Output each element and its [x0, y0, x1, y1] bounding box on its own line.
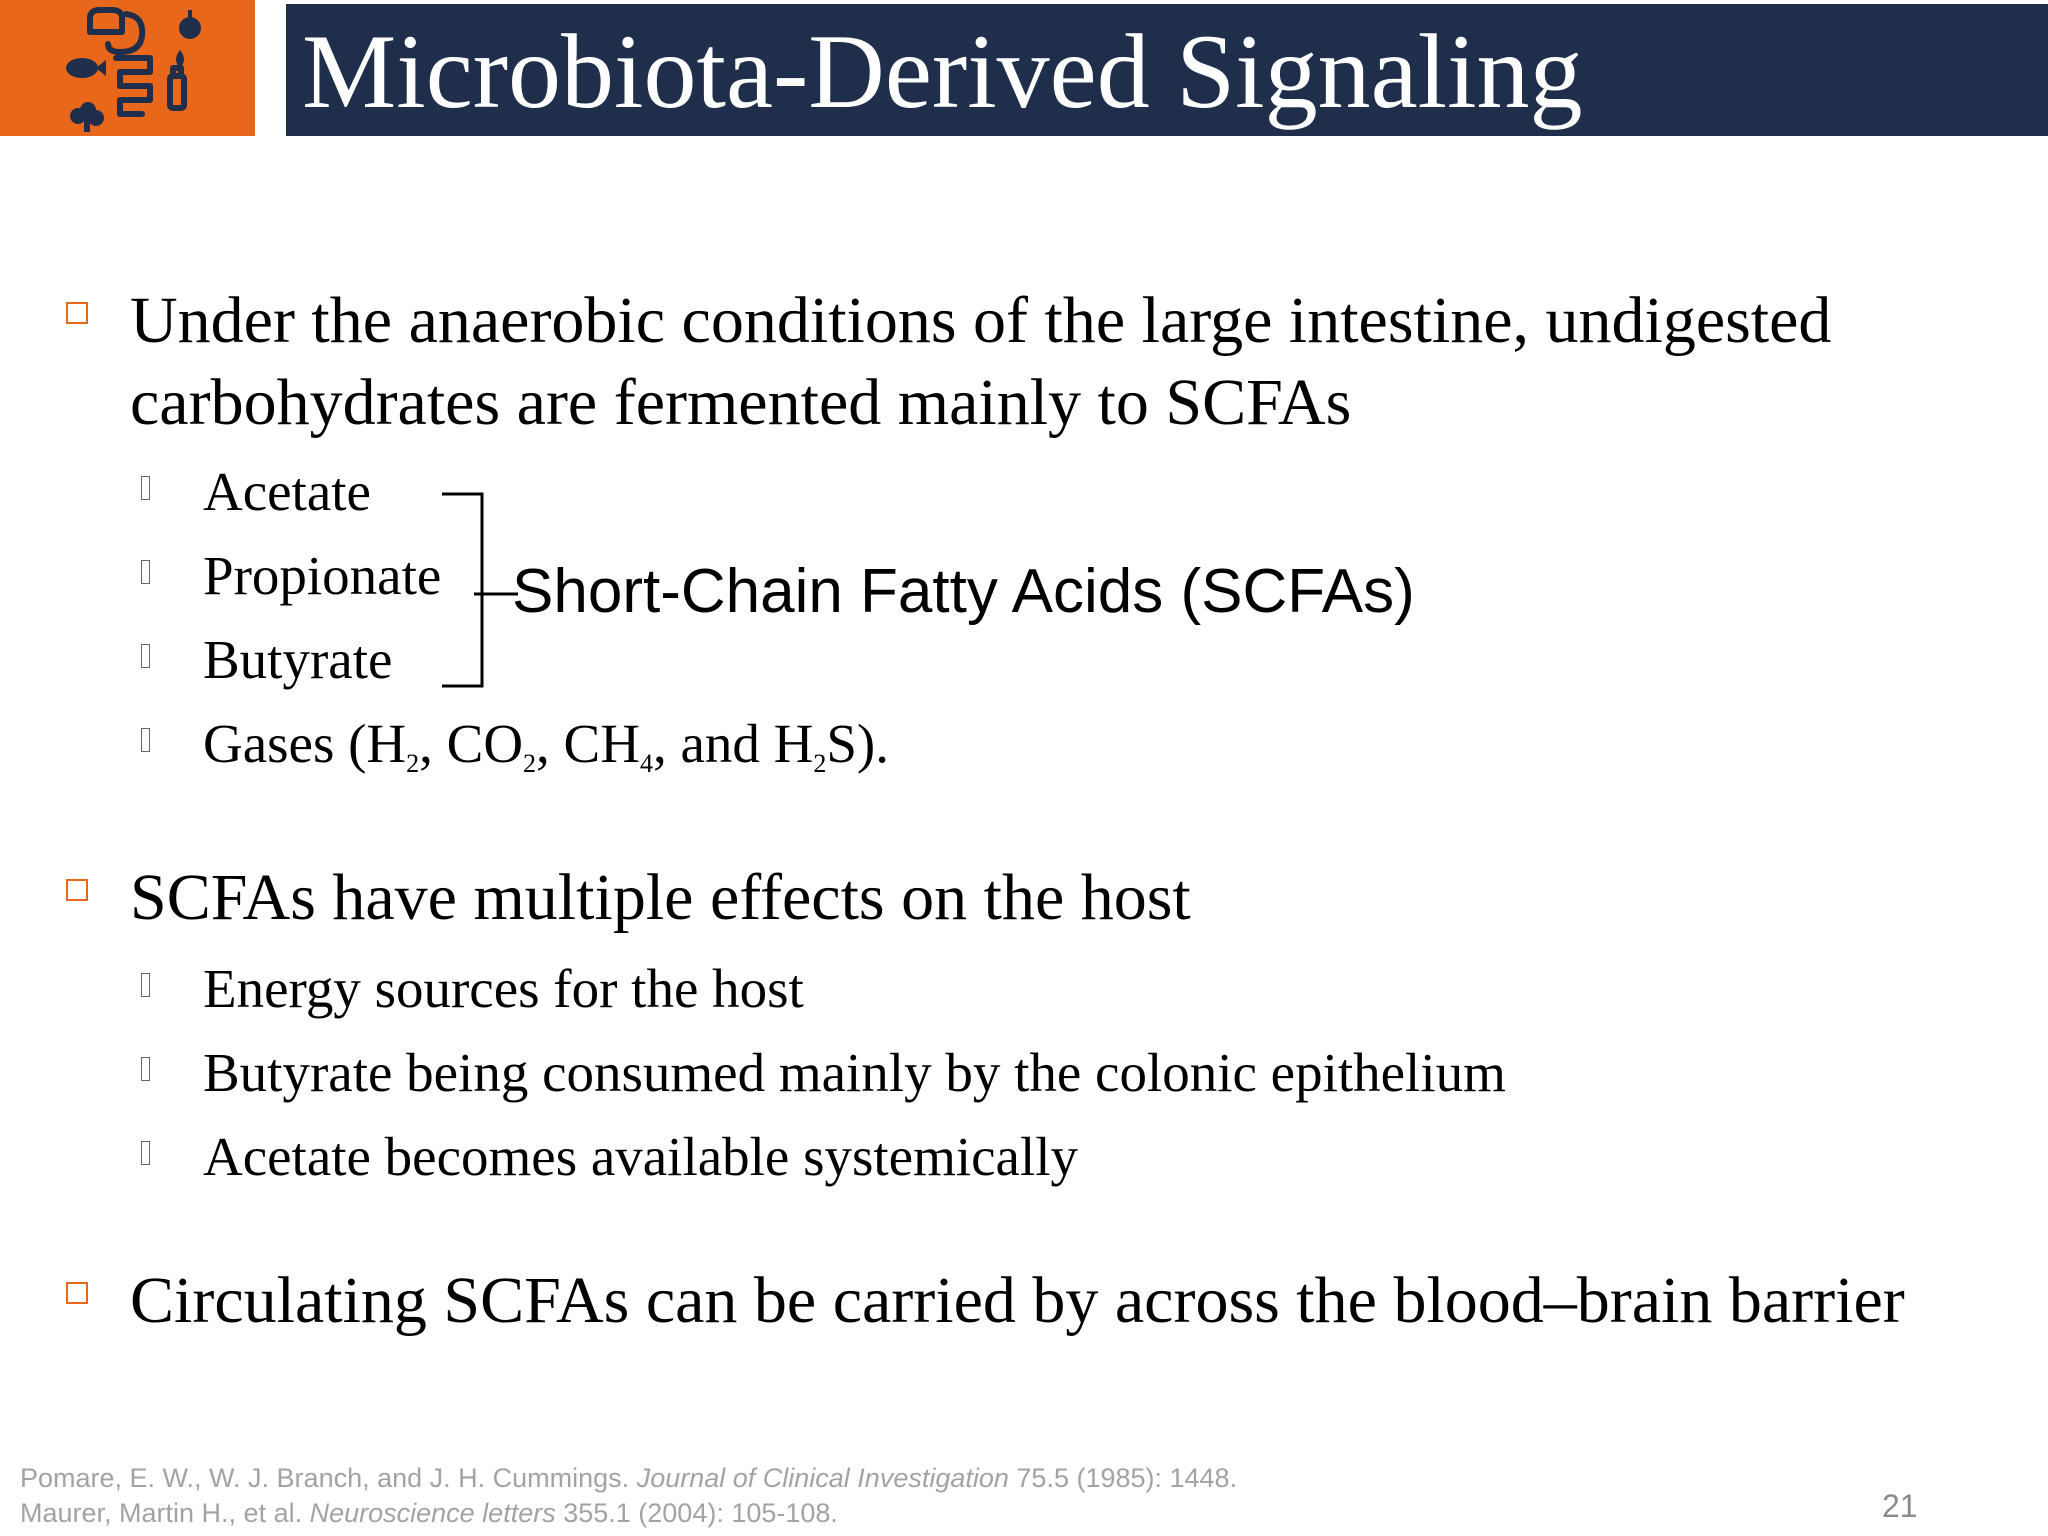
sub-bullet-gases: Gases ($H_2$, $CO_2$, $CH_4$, and $H_2S$).	[203, 713, 889, 778]
bracket-connector	[438, 490, 518, 690]
sub-bullet-marker	[141, 476, 150, 500]
sub-bullet-marker	[141, 728, 150, 752]
bullet-text: Under the anaerobic conditions of the large intestine, undigested	[130, 284, 1832, 357]
title-bar	[286, 4, 2048, 136]
sub-bullet-text: Propionate	[203, 545, 442, 606]
bullet-text-continued: carbohydrates are fermented mainly to SCFAs	[130, 366, 1352, 439]
bracket-label: Short-Chain Fatty Acids (SCFAs)	[512, 557, 1415, 626]
sub-bullet-marker	[141, 1057, 150, 1081]
sub-bullet-text: Butyrate	[203, 629, 393, 690]
sub-bullet-marker	[141, 1141, 150, 1165]
slide-title: Microbiota-Derived Signaling	[302, 13, 1583, 130]
sub-bullet-text: Acetate becomes available systemically	[203, 1126, 1079, 1187]
logo-tile	[0, 0, 255, 136]
sub-bullet-marker	[141, 973, 150, 997]
sub-bullet-text: Acetate	[203, 461, 371, 522]
citation: Pomare, E. W., W. J. Branch, and J. H. Cummings. Journal of Clinical Investigation 75.5 (1985): 1448.	[20, 1463, 1238, 1493]
bullet-marker	[66, 879, 88, 901]
sub-bullet-text: Energy sources for the host	[203, 958, 804, 1019]
slide-number: 21	[1882, 1488, 1918, 1524]
bullet-marker	[66, 302, 88, 324]
digestive-system-food-icon	[62, 6, 202, 134]
citation: Maurer, Martin H., et al. Neuroscience letters 355.1 (2004): 105-108.	[20, 1498, 838, 1528]
bullet-text: SCFAs have multiple effects on the host	[130, 861, 1191, 934]
sub-bullet-marker	[141, 560, 150, 584]
sub-bullet-marker	[141, 644, 150, 668]
sub-bullet-text: Butyrate being consumed mainly by the colonic epithelium	[203, 1042, 1506, 1103]
bullet-marker	[66, 1282, 88, 1304]
bullet-text: Circulating SCFAs can be carried by across the blood–brain barrier	[130, 1264, 1905, 1337]
